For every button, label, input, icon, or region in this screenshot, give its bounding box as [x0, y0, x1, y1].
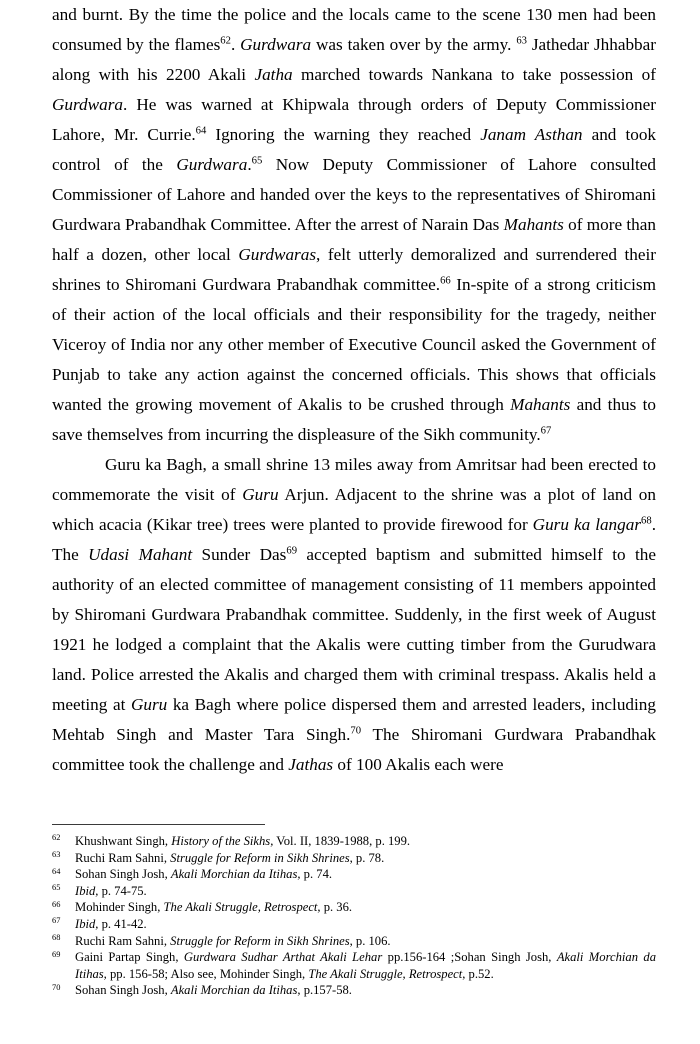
footnote-marker: 62	[220, 35, 231, 47]
italic-text: Ibid,	[75, 883, 99, 898]
text-run: p. 41-42.	[98, 916, 147, 931]
footnote-marker: 69	[286, 545, 298, 557]
italic-text: The Akali Struggle, Retrospect	[308, 966, 463, 981]
text-run: . He was warned at Khipwala through orders of Deputy Commissioner Lahore, Mr. Currie.	[52, 95, 656, 144]
text-run: and thus to save themselves from incurring the displeasure of the Sikh community.	[52, 395, 656, 444]
footnote-66	[52, 899, 656, 916]
text-run: Jathedar Jhhabbar along with his 2200 Akali	[52, 35, 656, 84]
text-run: Ignoring the warning they reached	[206, 125, 481, 144]
italic-text: History of the Sikhs,	[171, 834, 274, 848]
text-run: accepted baptism and submitted himself to the authority of an elected committee of management consisting of 11 members appointed by Shiromani Gurdwara Prabandhak committee. Suddenly, in the first week of August 1921 he lodged a complaint that the Akalis were cutting timber from the Gurudwara land. Police arrested the Akalis and charged them with criminal trespass. Akalis held a meeting at	[52, 545, 656, 714]
text-run: and burnt. By the time the police and the locals came to the scene 130 men had been consumed by the flames	[52, 5, 656, 54]
italic-text: Jatha	[254, 65, 293, 84]
italic-text: Guru ka langar	[532, 515, 642, 534]
footnote-number: 66	[52, 899, 61, 909]
footnote-text	[75, 851, 384, 865]
italic-text: Udasi Mahant	[88, 545, 193, 564]
text-run: In-spite of a strong criticism of their action of the local officials and their responsibility for the tragedy, neither Viceroy of India nor any other member of Executive Council asked the Government of Punjab to take any action against the concerned officials. This shows that officials wanted the growing movement of Akalis to be crushed through	[52, 275, 656, 414]
text-run: , p. 78.	[349, 850, 385, 865]
footnote-marker: 66	[440, 275, 451, 287]
footnote-marker: 64	[195, 125, 207, 137]
text-run: , p. 106.	[349, 933, 391, 948]
text-run: and took control of the	[52, 125, 657, 174]
text-run: Ruchi Ram Sahni,	[75, 933, 171, 948]
text-run: Sohan Singh Josh,	[75, 867, 171, 882]
text-run: Ruchi Ram Sahni,	[75, 850, 171, 865]
text-run: pp.156-164 ;Sohan Singh Josh,	[382, 950, 557, 965]
text-run: Guru ka Bagh, a small shrine 13 miles away from Amritsar had been erected to commemorate the visit of	[52, 455, 656, 504]
italic-text: Janam Asthan	[480, 125, 583, 144]
italic-text: Struggle for Reform in Sikh Shrines	[170, 850, 350, 865]
footnote-text	[75, 950, 656, 981]
italic-text: Guru	[242, 485, 279, 504]
text-run: The Shiromani Gurdwara Prabandhak committee took the challenge and	[52, 725, 656, 774]
italic-text: Guru	[130, 695, 168, 714]
footnote-70	[52, 982, 656, 999]
italic-text: Gurdwara	[240, 35, 312, 54]
text-run: , felt utterly demoralized and surrendered their shrines to Shiromani Gurdwara Prabandhak committee.	[52, 245, 656, 294]
italic-text: Mahants	[510, 395, 571, 414]
italic-text: Struggle for Reform in Sikh Shrines	[170, 933, 350, 948]
text-run: marched towards Nankana to take possession of	[292, 65, 656, 84]
footnote-list	[52, 833, 656, 999]
footnote-text	[75, 983, 352, 997]
footnote-number: 67	[52, 916, 61, 926]
body-text-column	[52, 0, 656, 780]
italic-text: Gurdwara	[176, 155, 248, 174]
footnote-number: 68	[52, 933, 61, 943]
text-run: of 100 Akalis each were	[333, 755, 504, 774]
footnote-text	[75, 900, 352, 914]
footnote-number: 70	[52, 982, 61, 992]
text-run: p. 74-75.	[98, 883, 147, 898]
text-run: ka Bagh where police dispersed them and arrested leaders, including Mehtab Singh and Master Tara Singh.	[52, 695, 656, 744]
text-run: , p.157-58.	[297, 983, 352, 998]
text-run: Sohan Singh Josh,	[75, 983, 171, 998]
footnote-62	[52, 833, 656, 850]
footnote-text	[75, 934, 391, 948]
para-guru-ka-bagh	[52, 450, 656, 780]
footnote-64	[52, 866, 656, 883]
text-run: , p.52.	[462, 966, 494, 981]
text-run: p. 74.	[300, 867, 333, 882]
footnote-68	[52, 933, 656, 950]
text-run: . The	[52, 515, 656, 564]
text-run: Vol. II, 1839-1988, p. 199.	[273, 834, 411, 848]
footnote-marker: 70	[350, 725, 362, 737]
footnote-65	[52, 883, 656, 900]
text-run: Gaini Partap Singh,	[75, 950, 184, 965]
footnote-text	[75, 834, 410, 848]
text-run: Sunder Das	[192, 545, 287, 564]
footnote-text	[75, 917, 147, 931]
italic-text: Ibid,	[75, 916, 99, 931]
footnote-text	[75, 867, 332, 881]
footnote-marker: 63	[516, 35, 527, 47]
footnote-separator-rule	[52, 824, 265, 825]
text-run: .	[230, 35, 241, 54]
footnote-text	[75, 884, 147, 898]
italic-text: Akali Morchian da Itihas	[170, 983, 298, 998]
text-run: of more than half a dozen, other local	[52, 215, 656, 264]
text-run: Arjun. Adjacent to the shrine was a plot of land on which acacia (Kikar tree) trees were planted to provide firewood for	[52, 485, 656, 534]
footnote-number: 69	[52, 949, 61, 959]
italic-text: Jathas	[288, 755, 334, 774]
text-run: p. 36.	[320, 900, 353, 915]
footnote-marker: 67	[540, 425, 552, 437]
footnote-marker: 65	[251, 155, 263, 167]
italic-text: Akali Morchian da Itihas,	[75, 950, 656, 981]
footnote-number: 64	[52, 866, 61, 876]
italic-text: The Akali Struggle, Retrospect,	[163, 900, 321, 915]
footnotes-section	[52, 824, 656, 999]
italic-text: Gurdwara Sudhar Arthat Akali Lehar	[183, 950, 383, 965]
footnote-63	[52, 850, 656, 867]
text-run: pp. 156-58; Also see, Mohinder Singh,	[106, 966, 309, 981]
footnote-number: 63	[52, 850, 61, 860]
italic-text: Akali Morchian da Itihas,	[170, 867, 301, 882]
footnote-67	[52, 916, 656, 933]
italic-text: Gurdwara	[52, 95, 123, 114]
footnote-number: 65	[52, 883, 61, 893]
italic-text: Gurdwaras	[238, 245, 317, 264]
footnote-number: 62	[52, 833, 61, 843]
footnote-69	[52, 949, 656, 982]
text-run: .	[247, 155, 252, 174]
text-run: Khushwant Singh,	[75, 834, 172, 848]
text-run: Mohinder Singh,	[75, 900, 164, 915]
text-run: Now Deputy Commissioner of Lahore consulted Commissioner of Lahore and handed over the keys to the representatives of Shiromani Gurdwara Prabandhak Committee. After the arrest of Narain Das	[52, 155, 657, 234]
footnote-marker: 68	[641, 515, 652, 527]
para-nankana-continued	[52, 0, 656, 450]
italic-text: Mahants	[503, 215, 564, 234]
text-run: was taken over by the army.	[311, 35, 517, 54]
